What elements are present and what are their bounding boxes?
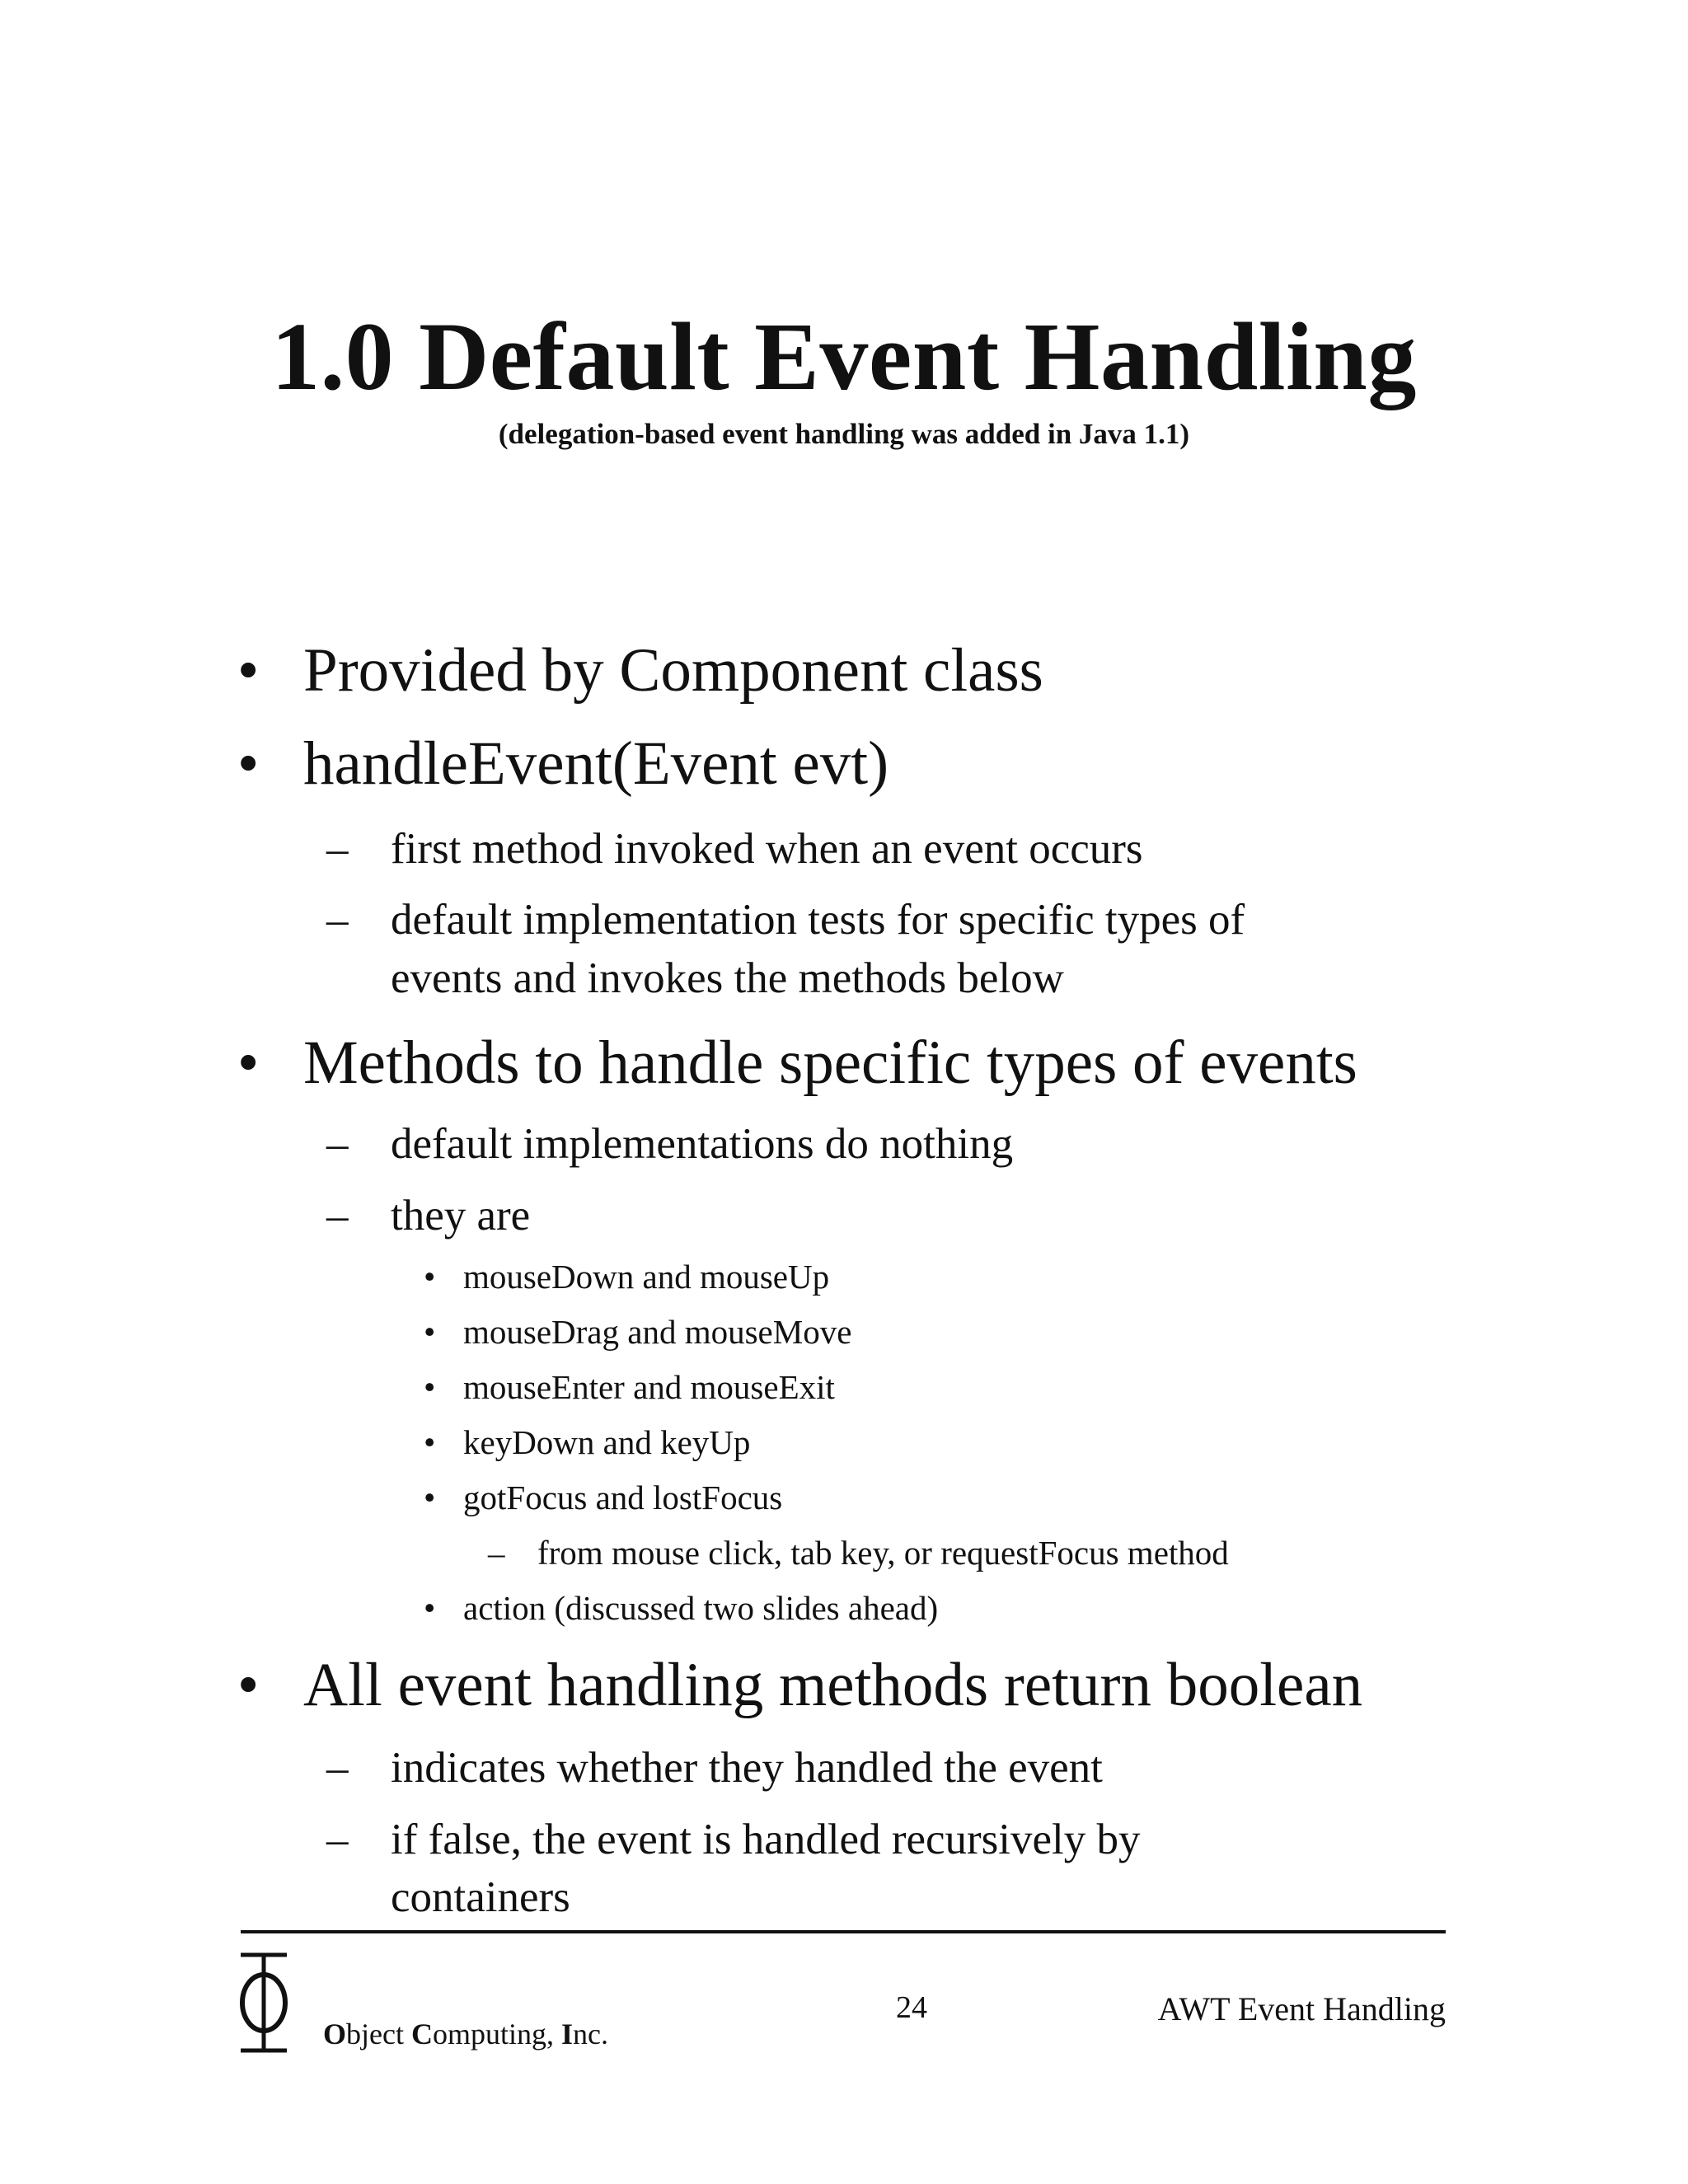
bullet-marker: • — [424, 1368, 436, 1406]
company-logo-icon — [237, 1952, 290, 2054]
sub-bullet-text: events and invokes the methods below — [391, 954, 1064, 1002]
sub-bullet-text: default implementation tests for specific types of — [391, 896, 1245, 944]
sub-sub-bullet-text: mouseDown and mouseUp — [463, 1258, 830, 1296]
bullet-text: All event handling methods return boolean — [303, 1651, 1363, 1719]
bullet-marker: • — [424, 1313, 436, 1351]
footer-divider — [241, 1930, 1446, 1933]
sub-bullet-item — [326, 1811, 1141, 1868]
bullet-text: Methods to handle specific types of events — [303, 1029, 1357, 1097]
sub-sub-bullet-item — [424, 1422, 751, 1463]
sub-bullet-continuation — [391, 949, 1064, 1007]
dash-marker: – — [488, 1534, 505, 1572]
dash-marker: – — [326, 1120, 349, 1168]
sub-bullet-item — [326, 1187, 531, 1244]
level4-bullet-item — [488, 1532, 1229, 1573]
sub-bullet-item — [326, 1739, 1103, 1797]
slide-subtitle: (delegation-based event handling was added in Java 1.1) — [498, 418, 1190, 450]
bullet-text: handleEvent(Event evt) — [303, 729, 889, 798]
sub-sub-bullet-item — [424, 1477, 783, 1518]
sub-bullet-continuation — [391, 1868, 570, 1926]
bullet-item — [237, 636, 1043, 705]
sub-bullet-item — [326, 1115, 1014, 1173]
sub-bullet-text: default implementations do nothing — [391, 1120, 1014, 1168]
dash-marker: – — [326, 1816, 349, 1863]
course-title: AWT Event Handling — [1157, 1990, 1446, 2027]
bullet-marker: • — [237, 636, 260, 705]
sub-sub-bullet-text: mouseEnter and mouseExit — [463, 1368, 835, 1406]
bullet-text: Provided by Component class — [303, 636, 1043, 705]
sub-bullet-text: they are — [391, 1192, 531, 1240]
slide-title: 1.0 Default Event Handling — [271, 302, 1417, 410]
bullet-marker: • — [424, 1479, 436, 1516]
sub-sub-bullet-item — [424, 1311, 852, 1352]
bullet-marker: • — [237, 1029, 260, 1097]
sub-sub-bullet-text: action (discussed two slides ahead) — [463, 1589, 939, 1627]
sub-sub-bullet-text: mouseDrag and mouseMove — [463, 1313, 852, 1351]
sub-sub-bullet-text: keyDown and keyUp — [463, 1423, 751, 1461]
page-number: 24 — [896, 1990, 927, 2025]
bullet-item — [237, 729, 889, 799]
sub-sub-bullet-item — [424, 1366, 835, 1408]
bullet-marker: • — [424, 1423, 436, 1461]
dash-marker: – — [326, 1744, 349, 1792]
sub-bullet-text: first method invoked when an event occurs — [391, 825, 1143, 873]
company-name: Object Computing, Inc. — [323, 2018, 608, 2050]
dash-marker: – — [326, 825, 349, 873]
sub-sub-bullet-item — [424, 1256, 830, 1297]
sub-sub-bullet-item — [424, 1587, 939, 1629]
sub-bullet-text: if false, the event is handled recursively by — [391, 1816, 1141, 1863]
sub-bullet-item — [326, 820, 1143, 878]
level4-bullet-text: from mouse click, tab key, or requestFocus method — [537, 1534, 1229, 1572]
bullet-marker: • — [237, 729, 260, 798]
bullet-marker: • — [237, 1651, 260, 1719]
sub-bullet-text: indicates whether they handled the event — [391, 1744, 1103, 1792]
bullet-marker: • — [424, 1258, 436, 1296]
sub-bullet-item — [326, 891, 1245, 949]
bullet-item — [237, 1651, 1363, 1720]
bullet-marker: • — [424, 1589, 436, 1627]
dash-marker: – — [326, 896, 349, 944]
dash-marker: – — [326, 1192, 349, 1240]
sub-sub-bullet-text: gotFocus and lostFocus — [463, 1479, 783, 1516]
sub-bullet-text: containers — [391, 1873, 570, 1921]
bullet-item — [237, 1029, 1357, 1098]
